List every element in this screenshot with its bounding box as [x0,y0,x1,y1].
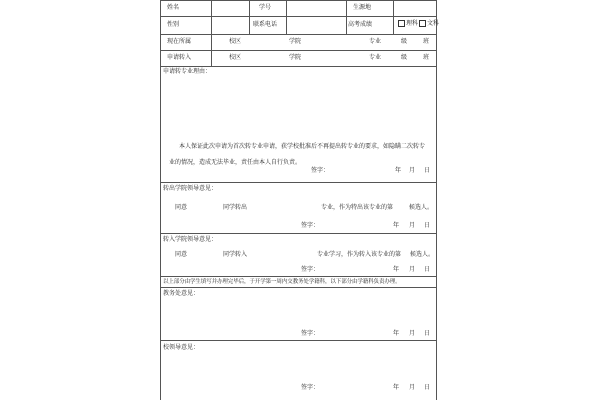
school-day: 日 [424,384,431,391]
out-day: 日 [424,222,431,229]
out-agree: 同意 [175,204,188,211]
section-divider [161,340,436,341]
target-major-label: 专业 [369,54,382,61]
row-divider [161,66,436,67]
section-divider [161,276,436,277]
form-top-border [161,0,436,1]
out-sign-label: 签字： [301,222,320,229]
school-year: 年 [393,384,400,391]
out-major-text: 专业，作为特出该专业的第 [321,204,394,211]
arts-checkbox[interactable] [419,20,426,27]
out-candidate: 候选人。 [409,204,434,211]
science-checkbox[interactable] [398,20,405,27]
transfer-application-form [160,0,440,400]
col-divider [286,0,287,34]
col-divider [211,34,212,66]
pledge-line-2: 业的情况，造成无法毕业，责任由本人自行负责。 [169,159,302,166]
col-divider [393,0,394,34]
reason-month: 月 [409,167,416,174]
exam-score-label: 高考成绩 [348,21,373,28]
col-divider [346,0,347,34]
section-divider [161,287,436,288]
gender-label: 性别 [167,21,180,28]
in-candidate: 候选人。 [410,251,435,258]
section-divider [161,182,436,183]
name-label: 姓名 [167,4,180,11]
office-title: 教务处意见： [163,290,200,297]
office-day: 日 [424,330,431,337]
student-id-label: 学号 [259,4,272,11]
out-month: 月 [409,222,416,229]
office-month: 月 [409,330,416,337]
target-grade-label: 级 [401,54,408,61]
col-divider [249,0,250,34]
school-month: 月 [409,384,416,391]
in-transfer-text: 同学转入 [223,251,248,258]
col-divider [211,0,212,34]
reason-year: 年 [395,167,402,174]
in-college-title: 转入学院领导意见： [163,236,218,243]
section-divider [161,233,436,234]
school-title: 校领导意见： [163,344,200,351]
origin-label: 生源地 [353,4,372,11]
target-class-label: 班 [423,54,430,61]
out-college-title: 转出学院领导意见： [163,185,218,192]
target-campus-label: 校区 [229,54,242,61]
in-sign-label: 签字： [301,266,320,273]
office-sign-label: 签字： [301,330,320,337]
in-day: 日 [424,266,431,273]
target-college-label: 学院 [289,54,302,61]
in-year: 年 [393,266,400,273]
row-divider [161,34,436,35]
subject-choice [397,20,439,28]
apply-transfer-label: 申请转入 [167,54,192,61]
current-class-label: 班 [423,38,430,45]
current-major-label: 专业 [369,38,382,45]
reason-day: 日 [424,167,431,174]
reason-title: 申请转专业理由： [163,68,212,75]
phone-label: 联系电话 [253,21,278,28]
out-year: 年 [393,222,400,229]
pledge-line-1: 本人保证此次申请为首次转专业申请，获学校批准后不再提出转专业的要求，如隐瞒二次转专 [179,143,426,150]
current-campus-label: 校区 [229,38,242,45]
reason-sign-label: 签字： [311,167,330,174]
office-year: 年 [393,330,400,337]
row-divider [161,50,436,51]
in-month: 月 [409,266,416,273]
arts-label: 文科 [427,20,440,27]
school-sign-label: 签字： [301,384,320,391]
current-college-label: 学院 [289,38,302,45]
out-transfer-text: 同学转出 [223,204,248,211]
science-label: 理科 [406,20,419,27]
current-grade-label: 级 [401,38,408,45]
process-note: 以上部分由学生填写并办理完毕后，于开学第一周内交教务处学籍科，以下部分由学籍科负责办理。 [163,279,401,285]
in-agree: 同意 [175,251,188,258]
in-major-text: 专业学习，作为转入该专业的第 [317,251,402,258]
current-affiliation-label: 现在所属 [167,38,192,45]
row-divider [161,16,436,17]
